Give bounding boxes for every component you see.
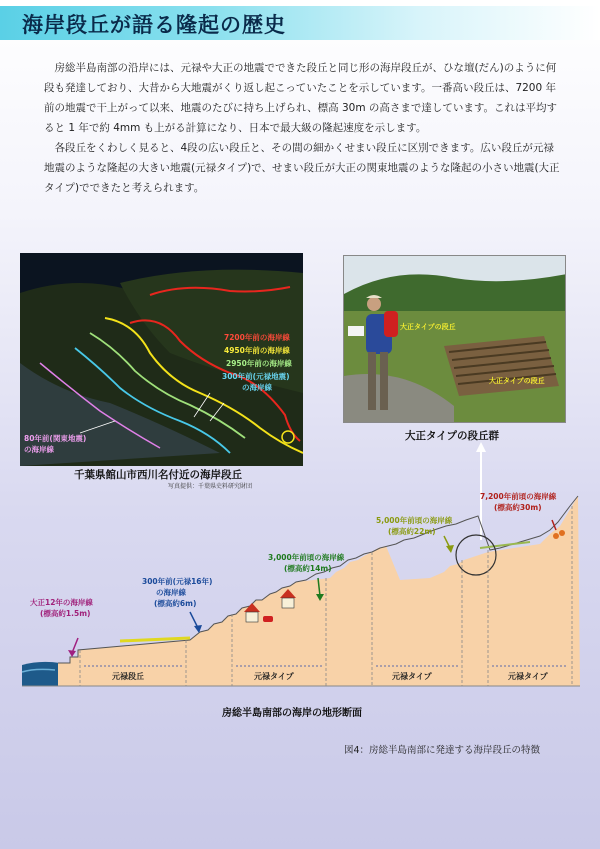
- legend-80-line1: 80年前(関東地震): [24, 434, 87, 443]
- page-title: 海岸段丘が語る隆起の歴史: [22, 13, 286, 37]
- label-5000-line2: (標高約22m): [388, 527, 436, 536]
- label-genroku-line3: (標高約6m): [154, 599, 197, 608]
- field-terrace-photo: [343, 255, 566, 423]
- legend-7200: 7200年前の海岸線: [224, 333, 290, 342]
- label-taisho12-line2: (標高約1.5m): [40, 609, 91, 618]
- body-text: [44, 58, 564, 198]
- field-label-1: 大正タイプの段丘: [400, 323, 456, 331]
- person-icon: [553, 533, 559, 539]
- label-3000-line2: (標高約14m): [284, 564, 332, 573]
- label-7200-line1: 7,200年前頃の海岸線: [480, 492, 557, 501]
- label-3000-line1: 3,000年前頃の海岸線: [268, 553, 345, 562]
- label-7200-line2: (標高約30m): [494, 503, 542, 512]
- field-photo-caption: 大正タイプの段丘群: [405, 430, 499, 442]
- cross-section-caption: 房総半島南部の海岸の地形断面: [222, 708, 362, 719]
- photo-credit: 写真提供：千葉県史料研究財団: [168, 483, 253, 490]
- terrace-label-1: 元禄段丘: [112, 672, 144, 681]
- label-genroku-line1: 300年前(元禄16年): [142, 577, 213, 586]
- legend-300-line1: 300年前(元禄地震): [222, 372, 290, 381]
- terrace-label-2: 元禄タイプ: [254, 672, 294, 681]
- field-label-2: 大正タイプの段丘: [489, 377, 545, 385]
- paragraph-1: 房総半島南部の沿岸には、元禄や大正の地震でできた段丘と同じ形の海岸段丘が、ひな壇(だん)のように何段も発達しており、大昔から大地震がくり返し起こっていたことを示しています。一番高い段丘は、7200 年前の地震で干上がって以来、地震のたびに持ち上げられ、標高 30m の高さまで達しています。これは平均すると 1 年で約 4mm も上がる計算になり、日本で最大級の隆起速度を示します。: [44, 62, 558, 134]
- label-taisho12-line1: 大正12年の海岸線: [30, 598, 93, 607]
- legend-300-line2: の海岸線: [242, 383, 272, 392]
- legend-80-line2: の海岸線: [24, 445, 54, 454]
- paragraph-2: 各段丘をくわしく見ると、4段の広い段丘と、その間の細かくせまい段丘に区別できます。広い段丘が元禄地震のような隆起の大きい地震(元禄タイプ)で、せまい段丘が大正の関東地震のような隆起の小さい地震(大正タイプ)でできたと考えられます。: [44, 142, 560, 194]
- terrace-label-4: 元禄タイプ: [508, 672, 548, 681]
- terrace-label-3: 元禄タイプ: [392, 672, 432, 681]
- legend-4950: 4950年前の海岸線: [224, 346, 290, 355]
- legend-2950: 2950年前の海岸線: [226, 359, 292, 368]
- aerial-photo-caption: 千葉県館山市西川名付近の海岸段丘: [74, 469, 242, 481]
- label-genroku-line2: の海岸線: [156, 588, 186, 597]
- figure-caption: 図4：房総半島南部に発達する海岸段丘の特徴: [344, 745, 541, 756]
- label-5000-line1: 5,000年前頃の海岸線: [376, 516, 453, 525]
- aerial-terrace-photo: [20, 253, 303, 466]
- car-icon: [263, 616, 273, 622]
